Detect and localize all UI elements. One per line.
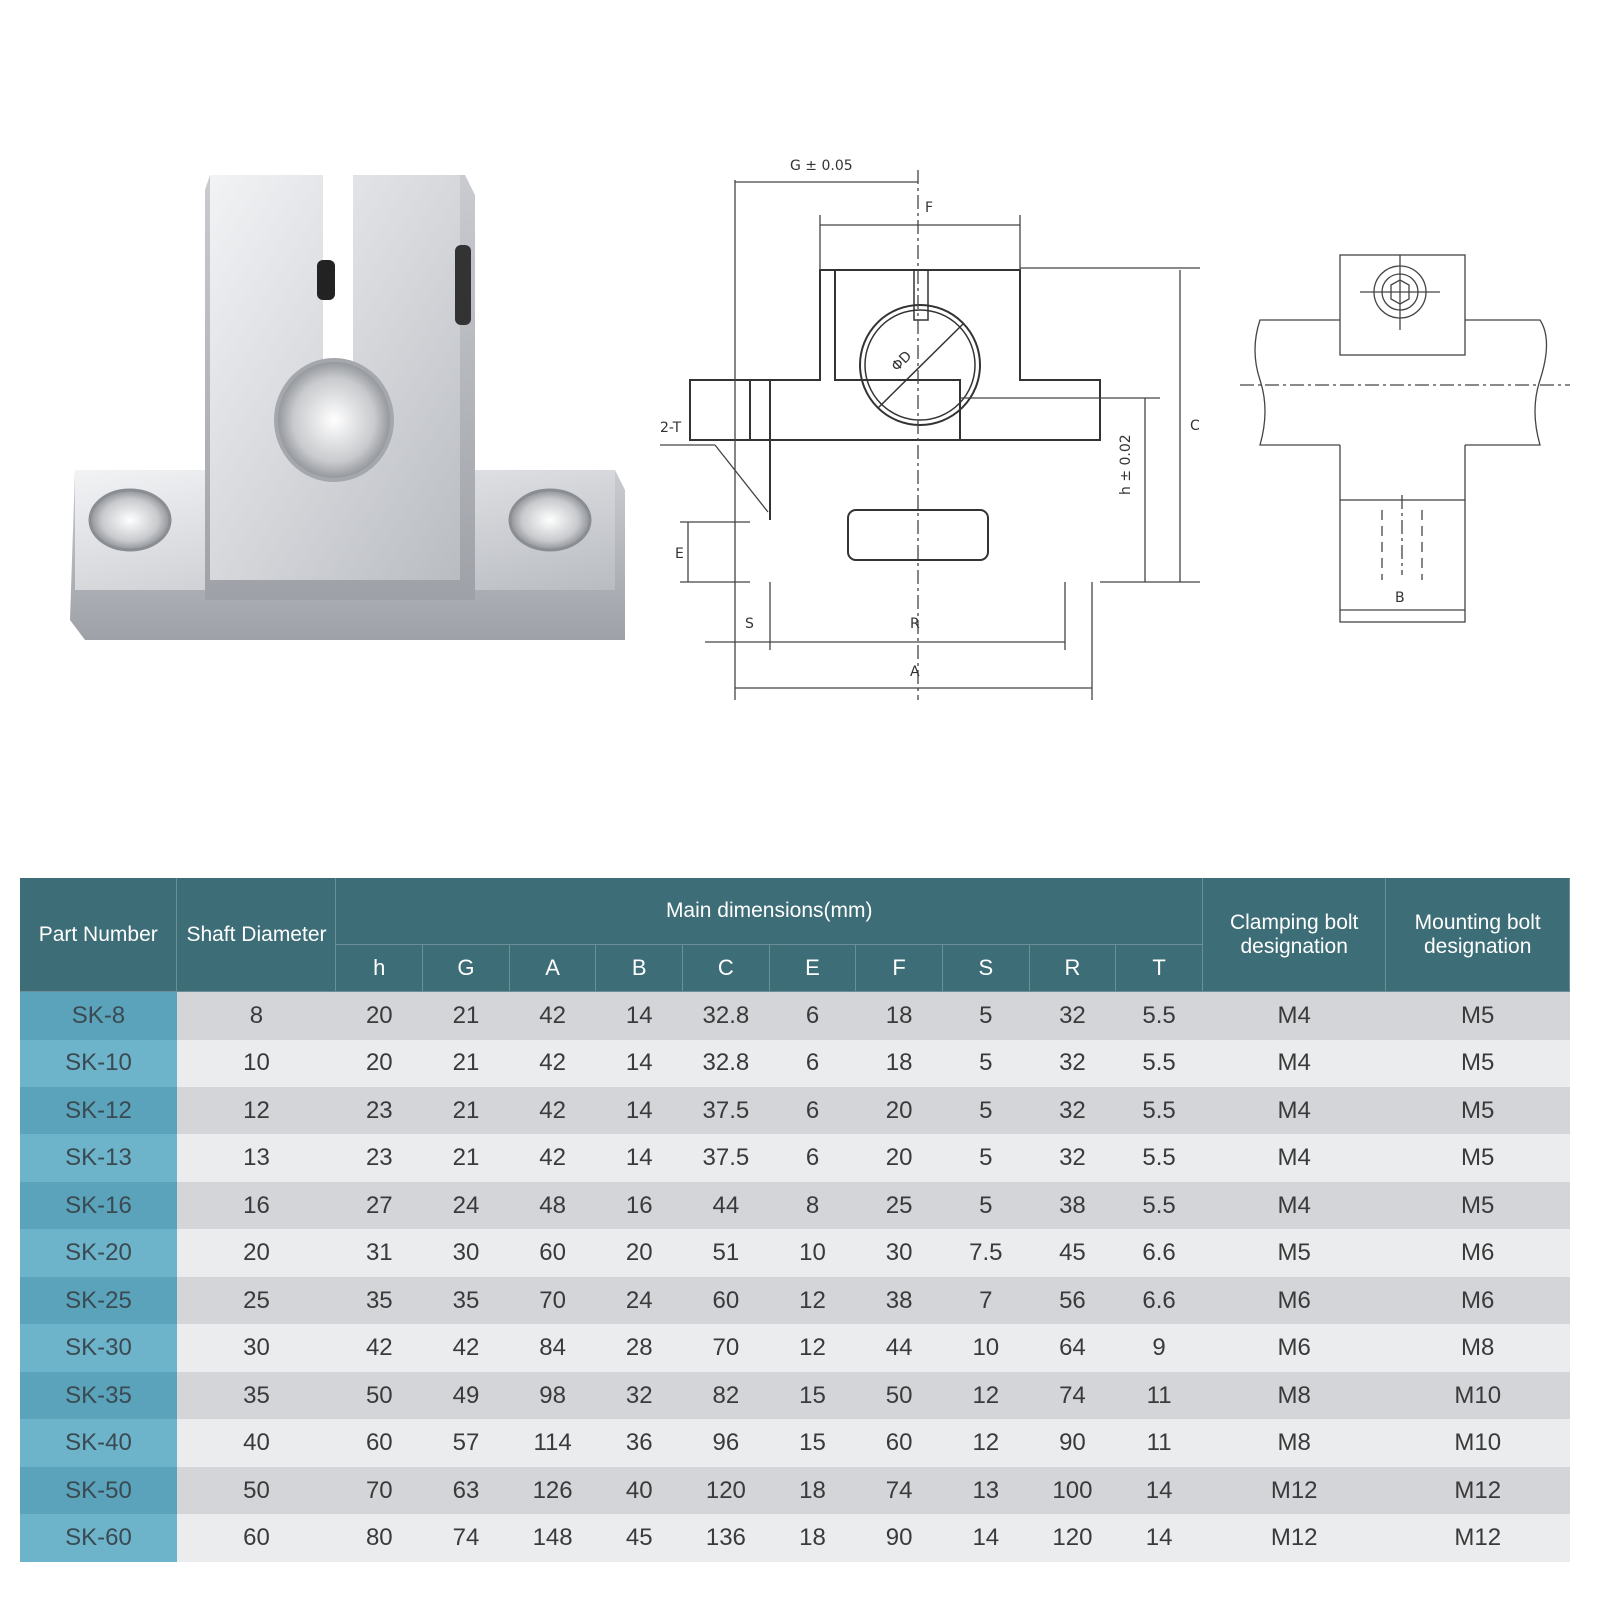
cell-a: 148 — [509, 1514, 596, 1562]
cell-a: 70 — [509, 1277, 596, 1324]
label-r: R — [910, 616, 920, 632]
cell-g: 21 — [423, 1134, 510, 1181]
cell-h: 80 — [336, 1514, 423, 1562]
cell-c: 51 — [683, 1229, 770, 1276]
cell-r: 90 — [1029, 1419, 1116, 1466]
cell-f: 30 — [856, 1229, 943, 1276]
cell-f: 60 — [856, 1419, 943, 1466]
cell-r: 56 — [1029, 1277, 1116, 1324]
cell-h: 31 — [336, 1229, 423, 1276]
cell-g: 30 — [423, 1229, 510, 1276]
label-e: E — [675, 546, 684, 562]
cell-clamp: M4 — [1202, 1040, 1385, 1087]
cell-shaft: 13 — [177, 1134, 336, 1181]
cell-g: 49 — [423, 1372, 510, 1419]
table-row — [20, 1419, 1570, 1466]
cell-g: 57 — [423, 1419, 510, 1466]
label-c: C — [1190, 418, 1200, 434]
header-dim-t: T — [1116, 945, 1203, 992]
cell-t: 14 — [1116, 1467, 1203, 1514]
cell-g: 42 — [423, 1324, 510, 1371]
table-row — [20, 1514, 1570, 1562]
cell-s: 5 — [942, 1182, 1029, 1229]
cell-c: 32.8 — [683, 992, 770, 1040]
cell-b: 20 — [596, 1229, 683, 1276]
cell-b: 36 — [596, 1419, 683, 1466]
cell-f: 74 — [856, 1467, 943, 1514]
cell-e: 18 — [769, 1514, 856, 1562]
header-dim-e: E — [769, 945, 856, 992]
cell-shaft: 20 — [177, 1229, 336, 1276]
label-a: A — [910, 664, 920, 680]
cell-f: 50 — [856, 1372, 943, 1419]
cell-mount: M5 — [1386, 992, 1570, 1040]
label-d: ΦD — [888, 348, 916, 375]
cell-shaft: 50 — [177, 1467, 336, 1514]
cell-part: SK-20 — [20, 1229, 177, 1276]
cell-part: SK-50 — [20, 1467, 177, 1514]
cell-r: 38 — [1029, 1182, 1116, 1229]
cell-part: SK-8 — [20, 992, 177, 1040]
cell-clamp: M12 — [1202, 1514, 1385, 1562]
cell-b: 14 — [596, 1040, 683, 1087]
product-photo — [55, 170, 655, 670]
cell-clamp: M6 — [1202, 1277, 1385, 1324]
cell-s: 7.5 — [942, 1229, 1029, 1276]
cell-g: 21 — [423, 1087, 510, 1134]
cell-a: 114 — [509, 1419, 596, 1466]
table-row — [20, 992, 1570, 1040]
cell-e: 12 — [769, 1277, 856, 1324]
cell-part: SK-13 — [20, 1134, 177, 1181]
cell-f: 18 — [856, 1040, 943, 1087]
cell-s: 13 — [942, 1467, 1029, 1514]
cell-g: 74 — [423, 1514, 510, 1562]
cell-h: 23 — [336, 1134, 423, 1181]
cell-c: 37.5 — [683, 1134, 770, 1181]
cell-mount: M12 — [1386, 1467, 1570, 1514]
cell-shaft: 60 — [177, 1514, 336, 1562]
cell-r: 120 — [1029, 1514, 1116, 1562]
cell-a: 98 — [509, 1372, 596, 1419]
header-dim-r: R — [1029, 945, 1116, 992]
cell-a: 42 — [509, 1087, 596, 1134]
cell-shaft: 30 — [177, 1324, 336, 1371]
cell-t: 5.5 — [1116, 992, 1203, 1040]
cell-part: SK-12 — [20, 1087, 177, 1134]
table-row — [20, 1087, 1570, 1134]
cell-part: SK-16 — [20, 1182, 177, 1229]
cell-a: 48 — [509, 1182, 596, 1229]
header-clamping-bolt: Clamping bolt designation — [1202, 878, 1385, 992]
cell-t: 5.5 — [1116, 1182, 1203, 1229]
cell-s: 10 — [942, 1324, 1029, 1371]
cell-a: 42 — [509, 1040, 596, 1087]
cell-mount: M5 — [1386, 1040, 1570, 1087]
cell-h: 60 — [336, 1419, 423, 1466]
cell-h: 70 — [336, 1467, 423, 1514]
table-row — [20, 1324, 1570, 1371]
cell-h: 20 — [336, 992, 423, 1040]
cell-t: 6.6 — [1116, 1229, 1203, 1276]
header-dim-a: A — [509, 945, 596, 992]
cell-b: 32 — [596, 1372, 683, 1419]
cell-shaft: 35 — [177, 1372, 336, 1419]
header-mounting-bolt: Mounting bolt designation — [1386, 878, 1570, 992]
cell-s: 12 — [942, 1419, 1029, 1466]
cell-clamp: M8 — [1202, 1372, 1385, 1419]
cell-h: 35 — [336, 1277, 423, 1324]
cell-c: 32.8 — [683, 1040, 770, 1087]
specification-table — [20, 878, 1570, 1562]
table-row — [20, 1372, 1570, 1419]
cell-t: 6.6 — [1116, 1277, 1203, 1324]
cell-mount: M5 — [1386, 1182, 1570, 1229]
cell-e: 6 — [769, 1087, 856, 1134]
label-f: F — [925, 200, 934, 216]
cell-c: 37.5 — [683, 1087, 770, 1134]
cell-a: 60 — [509, 1229, 596, 1276]
cell-s: 14 — [942, 1514, 1029, 1562]
cell-c: 44 — [683, 1182, 770, 1229]
cell-mount: M12 — [1386, 1514, 1570, 1562]
cell-f: 90 — [856, 1514, 943, 1562]
cell-b: 40 — [596, 1467, 683, 1514]
cell-e: 6 — [769, 1134, 856, 1181]
cell-part: SK-30 — [20, 1324, 177, 1371]
cell-h: 23 — [336, 1087, 423, 1134]
cell-c: 60 — [683, 1277, 770, 1324]
cell-b: 24 — [596, 1277, 683, 1324]
cell-h: 50 — [336, 1372, 423, 1419]
cell-c: 82 — [683, 1372, 770, 1419]
cell-e: 6 — [769, 992, 856, 1040]
cell-b: 14 — [596, 1087, 683, 1134]
cell-clamp: M12 — [1202, 1467, 1385, 1514]
cell-s: 5 — [942, 1040, 1029, 1087]
cell-clamp: M6 — [1202, 1324, 1385, 1371]
cell-shaft: 16 — [177, 1182, 336, 1229]
table-row — [20, 1134, 1570, 1181]
label-h-tol: h ± 0.02 — [1118, 434, 1134, 495]
cell-t: 5.5 — [1116, 1087, 1203, 1134]
cell-shaft: 40 — [177, 1419, 336, 1466]
cell-clamp: M4 — [1202, 1134, 1385, 1181]
cell-h: 27 — [336, 1182, 423, 1229]
technical-drawing — [660, 140, 1600, 720]
cell-s: 7 — [942, 1277, 1029, 1324]
cell-g: 24 — [423, 1182, 510, 1229]
cell-s: 5 — [942, 1087, 1029, 1134]
cell-t: 11 — [1116, 1419, 1203, 1466]
cell-s: 12 — [942, 1372, 1029, 1419]
cell-shaft: 10 — [177, 1040, 336, 1087]
cell-clamp: M4 — [1202, 1087, 1385, 1134]
cell-t: 5.5 — [1116, 1040, 1203, 1087]
cell-b: 28 — [596, 1324, 683, 1371]
cell-h: 42 — [336, 1324, 423, 1371]
cell-t: 14 — [1116, 1514, 1203, 1562]
cell-s: 5 — [942, 992, 1029, 1040]
table-row — [20, 1467, 1570, 1514]
header-main-dimensions: Main dimensions(mm) — [336, 878, 1202, 945]
cell-s: 5 — [942, 1134, 1029, 1181]
cell-mount: M6 — [1386, 1229, 1570, 1276]
cell-e: 8 — [769, 1182, 856, 1229]
cell-a: 42 — [509, 992, 596, 1040]
cell-e: 15 — [769, 1372, 856, 1419]
cell-r: 32 — [1029, 1040, 1116, 1087]
cell-part: SK-25 — [20, 1277, 177, 1324]
header-dim-h: h — [336, 945, 423, 992]
cell-e: 12 — [769, 1324, 856, 1371]
cell-clamp: M4 — [1202, 1182, 1385, 1229]
cell-shaft: 12 — [177, 1087, 336, 1134]
cell-b: 16 — [596, 1182, 683, 1229]
cell-g: 35 — [423, 1277, 510, 1324]
cell-a: 42 — [509, 1134, 596, 1181]
table-row — [20, 1229, 1570, 1276]
cell-f: 38 — [856, 1277, 943, 1324]
cell-clamp: M4 — [1202, 992, 1385, 1040]
cell-f: 25 — [856, 1182, 943, 1229]
cell-mount: M8 — [1386, 1324, 1570, 1371]
cell-h: 20 — [336, 1040, 423, 1087]
header-dim-b: B — [596, 945, 683, 992]
cell-r: 32 — [1029, 1087, 1116, 1134]
cell-t: 11 — [1116, 1372, 1203, 1419]
label-2-t: 2-T — [660, 420, 682, 436]
cell-shaft: 8 — [177, 992, 336, 1040]
cell-mount: M10 — [1386, 1372, 1570, 1419]
cell-part: SK-10 — [20, 1040, 177, 1087]
cell-f: 20 — [856, 1087, 943, 1134]
cell-part: SK-60 — [20, 1514, 177, 1562]
cell-mount: M6 — [1386, 1277, 1570, 1324]
label-g-tol: G ± 0.05 — [790, 158, 853, 174]
table-body — [20, 992, 1570, 1563]
cell-mount: M5 — [1386, 1087, 1570, 1134]
cell-g: 63 — [423, 1467, 510, 1514]
cell-f: 18 — [856, 992, 943, 1040]
cell-t: 5.5 — [1116, 1134, 1203, 1181]
cell-r: 45 — [1029, 1229, 1116, 1276]
cell-t: 9 — [1116, 1324, 1203, 1371]
cell-g: 21 — [423, 992, 510, 1040]
table-row — [20, 1040, 1570, 1087]
header-shaft-diameter: Shaft Diameter — [177, 878, 336, 992]
cell-c: 70 — [683, 1324, 770, 1371]
cell-a: 84 — [509, 1324, 596, 1371]
cell-b: 14 — [596, 1134, 683, 1181]
cell-f: 20 — [856, 1134, 943, 1181]
cell-g: 21 — [423, 1040, 510, 1087]
cell-c: 120 — [683, 1467, 770, 1514]
cell-f: 44 — [856, 1324, 943, 1371]
header-dim-s: S — [942, 945, 1029, 992]
header-dim-f: F — [856, 945, 943, 992]
cell-r: 100 — [1029, 1467, 1116, 1514]
cell-r: 32 — [1029, 992, 1116, 1040]
table-row — [20, 1182, 1570, 1229]
cell-part: SK-40 — [20, 1419, 177, 1466]
table-row — [20, 1277, 1570, 1324]
cell-r: 64 — [1029, 1324, 1116, 1371]
header-part-number: Part Number — [20, 878, 177, 992]
cell-b: 45 — [596, 1514, 683, 1562]
cell-shaft: 25 — [177, 1277, 336, 1324]
cell-e: 6 — [769, 1040, 856, 1087]
header-dim-c: C — [683, 945, 770, 992]
cell-e: 18 — [769, 1467, 856, 1514]
cell-a: 126 — [509, 1467, 596, 1514]
cell-r: 32 — [1029, 1134, 1116, 1181]
cell-clamp: M8 — [1202, 1419, 1385, 1466]
cell-clamp: M5 — [1202, 1229, 1385, 1276]
label-b: B — [1395, 590, 1405, 606]
cell-c: 96 — [683, 1419, 770, 1466]
cell-part: SK-35 — [20, 1372, 177, 1419]
cell-e: 10 — [769, 1229, 856, 1276]
label-s: S — [745, 616, 754, 632]
cell-e: 15 — [769, 1419, 856, 1466]
cell-mount: M5 — [1386, 1134, 1570, 1181]
cell-r: 74 — [1029, 1372, 1116, 1419]
header-dim-g: G — [423, 945, 510, 992]
cell-c: 136 — [683, 1514, 770, 1562]
cell-mount: M10 — [1386, 1419, 1570, 1466]
cell-b: 14 — [596, 992, 683, 1040]
